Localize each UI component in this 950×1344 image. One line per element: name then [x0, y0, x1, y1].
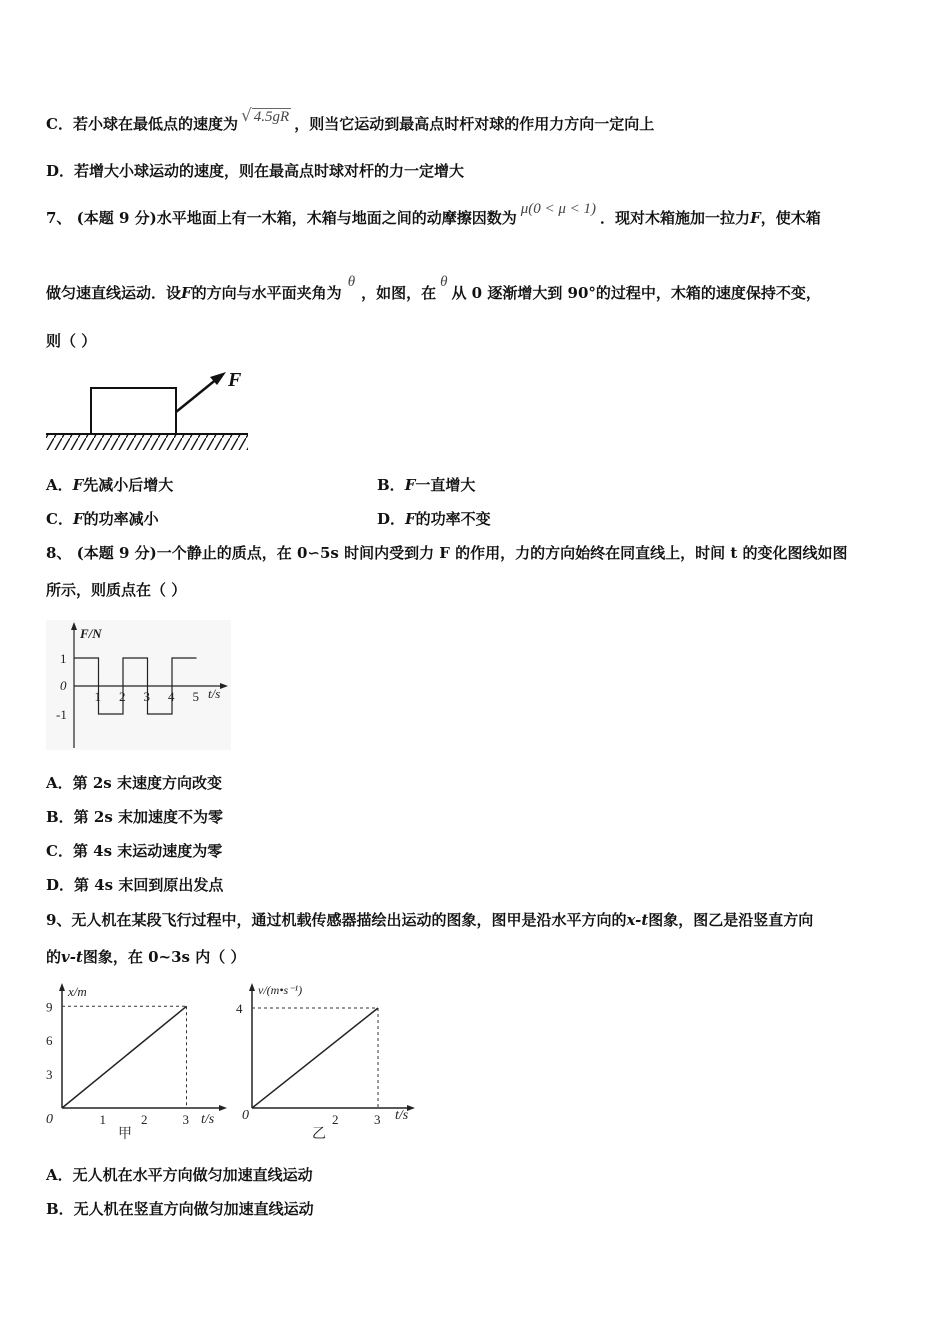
vt-x-label: t/s	[395, 1108, 409, 1123]
xt-y-tick-label: 6	[46, 1033, 53, 1049]
q7-stem-text: 7、 (本题 9 分)水平地面上有一木箱，木箱与地面之间的动摩擦因数为	[46, 209, 517, 227]
ground-hatch	[46, 434, 248, 450]
ft-y-tick-label: 1	[60, 651, 67, 666]
force-time-chart	[46, 620, 231, 750]
x-t-chart	[40, 980, 230, 1145]
force-symbol: F	[72, 476, 84, 494]
force-arrow-shaft	[176, 378, 218, 412]
q7-stem-line2	[46, 274, 821, 304]
q7-option-a-prefix: A．	[46, 476, 73, 494]
q6-option-c	[46, 106, 655, 135]
q7-option-c-prefix: C．	[46, 510, 73, 528]
xt-y-tick-label: 9	[46, 999, 53, 1015]
vt-y-axis-arrow	[249, 983, 255, 991]
theta-symbol: θ	[440, 274, 448, 290]
theta-symbol: θ	[347, 274, 356, 290]
vt-series-line	[252, 1008, 378, 1108]
q7-option-d-prefix: D．	[377, 510, 406, 528]
vt-x-tick-label: 2	[332, 1112, 339, 1127]
ft-x-axis-arrow	[220, 683, 228, 689]
xt-y-axis-arrow	[59, 983, 65, 991]
box-force-figure	[46, 368, 251, 453]
q7-option-d[interactable]	[377, 509, 491, 529]
q8-option-a[interactable]: A．第 2s 末速度方向改变	[46, 774, 222, 792]
xt-series-line	[62, 1006, 187, 1108]
q7-stem-text-2: ．现对木箱施加一拉力	[600, 209, 751, 227]
force-symbol: F	[404, 476, 416, 494]
ft-x-tick-label: 3	[143, 689, 150, 704]
vt-caption: 乙	[312, 1127, 326, 1142]
q7-line2-text-a: 做匀速直线运动．设	[46, 284, 182, 302]
xt-x-tick-label: 2	[141, 1112, 148, 1127]
v-t-chart	[238, 980, 428, 1145]
ft-y-axis-arrow	[71, 622, 77, 630]
q7-stem-line3: 则（ ）	[46, 332, 97, 350]
mu-expression: μ(0 < μ < 1)	[520, 201, 597, 217]
q7-option-d-text: 的功率不变	[415, 510, 491, 528]
force-symbol: F	[750, 209, 761, 227]
q7-option-a-text: 先减小后增大	[83, 476, 174, 494]
q6-option-d: D．若增大小球运动的速度，则在最高点时球对杆的力一定增大	[46, 162, 465, 180]
q7-option-b-text: 一直增大	[415, 476, 476, 494]
xt-y-tick-label: 3	[46, 1067, 53, 1083]
q9-stem-text-a: 9、无人机在某段飞行过程中，通过机载传感器描绘出运动的图象，图甲是沿水平方向的	[46, 911, 627, 929]
vt-x-tick-label: 3	[374, 1112, 381, 1127]
q7-option-c-text: 的功率减小	[83, 510, 159, 528]
q8-stem-line2: 所示，则质点在（ ）	[46, 581, 187, 599]
vt-origin-label: 0	[242, 1108, 249, 1123]
ft-x-tick-label: 4	[168, 689, 175, 704]
vt-symbol: v-t	[61, 948, 83, 966]
q7-option-a[interactable]	[46, 475, 173, 495]
q9-stem-text-d: 图象，在 0~3s 内（ ）	[82, 948, 246, 966]
q9-stem-text-b: 图象，图乙是沿竖直方向	[648, 911, 814, 929]
xt-symbol: x-t	[626, 911, 649, 929]
force-symbol: F	[181, 284, 192, 302]
q7-option-c[interactable]	[46, 509, 159, 529]
sqrt-expression	[241, 106, 291, 127]
q8-option-b[interactable]: B．第 2s 末加速度不为零	[46, 808, 224, 826]
q9-option-a[interactable]: A．无人机在水平方向做匀加速直线运动	[46, 1166, 313, 1184]
xt-x-label: t/s	[201, 1112, 215, 1127]
sqrt-icon: √	[240, 106, 252, 126]
ft-x-label: t/s	[208, 686, 221, 701]
q8-stem-line1: 8、 (本题 9 分)一个静止的质点，在 0∽5s 时间内受到力 F 的作用，力的方向始终在同直线上，时间 t 的变化图线如图	[46, 544, 848, 562]
xt-origin-label: 0	[46, 1112, 53, 1127]
q7-stem-line1	[46, 201, 821, 229]
wooden-box	[91, 388, 176, 434]
q6-option-c-tail: ，则当它运动到最高点时杆对球的作用力方向一定向上	[294, 115, 655, 133]
q8-option-d[interactable]: D．第 4s 末回到原出发点	[46, 876, 224, 894]
q7-line2-text-d: 从 0 逐渐增大到 90°的过程中，木箱的速度保持不变，	[451, 284, 821, 302]
q7-line2-text-b: 的方向与水平面夹角为	[191, 284, 342, 302]
ft-x-tick-label: 1	[94, 689, 101, 704]
q8-option-c[interactable]: C．第 4s 末运动速度为零	[46, 842, 223, 860]
q9-option-b[interactable]: B．无人机在竖直方向做匀加速直线运动	[46, 1200, 314, 1218]
vt-y-label: v/(m•s⁻¹)	[258, 983, 303, 997]
ft-y-label: F/N	[80, 626, 102, 641]
xt-x-tick-label: 3	[182, 1112, 189, 1127]
xt-x-tick-label: 1	[99, 1112, 106, 1127]
force-symbol: F	[405, 510, 416, 528]
force-label: F	[228, 369, 242, 391]
q9-stem-line1	[46, 910, 813, 930]
q7-option-b-prefix: B．	[377, 476, 405, 494]
q7-stem-text-3: ，使木箱	[760, 209, 821, 227]
xt-x-axis-arrow	[219, 1105, 227, 1111]
vt-y-tick-label: 4	[236, 1001, 243, 1016]
ft-x-tick-label: 2	[119, 689, 126, 704]
ft-x-tick-label: 0	[60, 678, 67, 693]
sqrt-radicand: 4.5gR	[253, 109, 290, 125]
ft-y-tick-label: -1	[56, 707, 67, 722]
force-symbol: F	[72, 510, 84, 528]
q9-stem-text-c: 的	[46, 948, 62, 966]
ft-x-tick-label: 5	[192, 689, 199, 704]
q7-line2-text-c: ，如图，在	[361, 284, 437, 302]
q6-option-c-text: C．若小球在最低点的速度为	[46, 115, 238, 133]
xt-caption: 甲	[118, 1127, 132, 1142]
q9-stem-line2	[46, 947, 245, 967]
xt-y-label: x/m	[68, 984, 87, 999]
q7-option-b[interactable]	[377, 475, 475, 495]
